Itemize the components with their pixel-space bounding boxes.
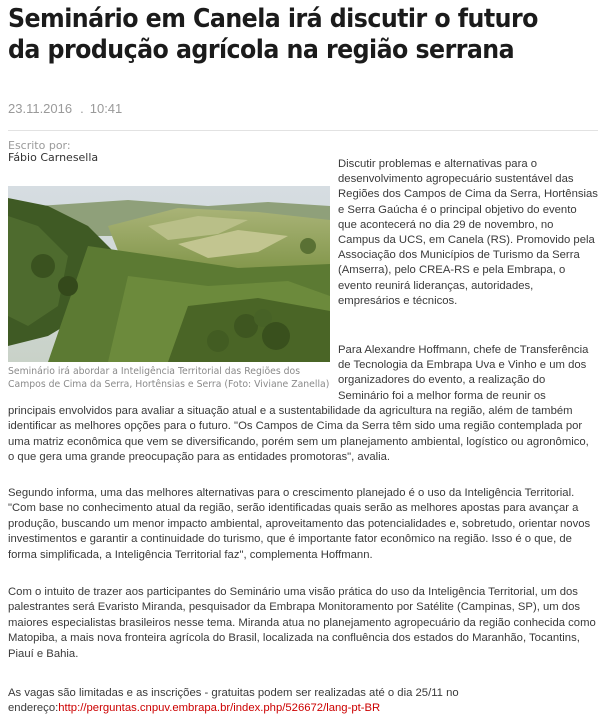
article-date: 23.11.2016: [8, 101, 73, 116]
author-label: Escrito por:: [8, 139, 71, 152]
paragraph-3: Segundo informa, uma das melhores alternativas para o crescimento planejado é o uso da Inteligência Territorial. "Com base no conhecimento atual da região, serão identificadas quais serão as melhores apostas para avançar a produção, buscando um menor impacto ambiental, aproveitamento das potencialidades e, sobretudo, orientar novos investimentos e garantir a continuidade do turismo, que é importante fator econômico na região. Isso é o que, de forma simplificada, a Inteligência Territorial faz", complementa Hoffmann.: [8, 487, 591, 561]
meta-separator: .: [80, 101, 84, 116]
lead-paragraph: Discutir problemas e alternativas para o desenvolvimento agropecuário sustentável das Regiões dos Campos de Cima da Serra, Hortênsias e Serra Gaúcha é o principal objetivo do evento que acontecerá no dia 29 de novembro, no Campus da UCS, em Canela (RS). Promovido pela Associação dos Municípios de Turismo da Serra (Amserra), pelo CREA-RS e pela Embrapa, o evento reunirá lideranças, autoridades, empresários e técnicos.: [338, 158, 598, 307]
article-meta: [8, 101, 598, 131]
landscape-photo: [8, 186, 330, 362]
article-time: 10:41: [89, 101, 123, 116]
paragraph-5: [8, 686, 598, 717]
paragraph-2-side: Para Alexandre Hoffmann, chefe de Transferência de Tecnologia da Embrapa Uva e Vinho e um dos organizadores do evento, a realização do Seminário foi a melhor forma de reunir os: [338, 344, 589, 402]
paragraph-5-text: As vagas são limitadas e as inscrições - gratuitas podem ser realizadas até o dia 25/11 no endereço:: [8, 687, 459, 715]
article-title: Seminário em Canela irá discutir o futuro da produção agrícola na região serrana: [8, 4, 538, 65]
author-name: Fábio Carnesella: [8, 151, 99, 164]
paragraph-2-continued: principais envolvidos para avaliar a situação atual e a sustentabilidade da agricultura na região, além de também identificar as melhores opções para o futuro. "Os Campos de Cima da Serra têm sido uma região contemplada por uma matriz econômica que vem se diversificando, porém sem um planejamento ambiental, logístico ou agronômico, o que gera uma grande preocupação para as entidades promotoras", avalia.: [8, 405, 589, 464]
image-caption: Seminário irá abordar a Inteligência Territorial das Regiões dos Campos de Cima da Serra, Hortênsias e Serra (Foto: Viviane Zanella): [8, 366, 330, 390]
registration-link[interactable]: http://perguntas.cnpuv.embrapa.br/index.php/526672/lang-pt-BR: [58, 702, 381, 715]
article-figure: [8, 186, 330, 391]
paragraph-4: Com o intuito de trazer aos participantes do Seminário uma visão prática do uso da Inteligência Territorial, um dos palestrantes será Evaristo Miranda, pesquisador da Embrapa Monitoramento por Satélite (Campinas, SP), um dos maiores especialistas brasileiros nesse tema. Miranda atua no planejamento agropecuário da região conhecida como Matopiba, a mais nova fronteira agrícola do Brasil, localizada na confluência dos estados do Maranhão, Tocantins, Piauí e Bahia.: [8, 586, 596, 660]
